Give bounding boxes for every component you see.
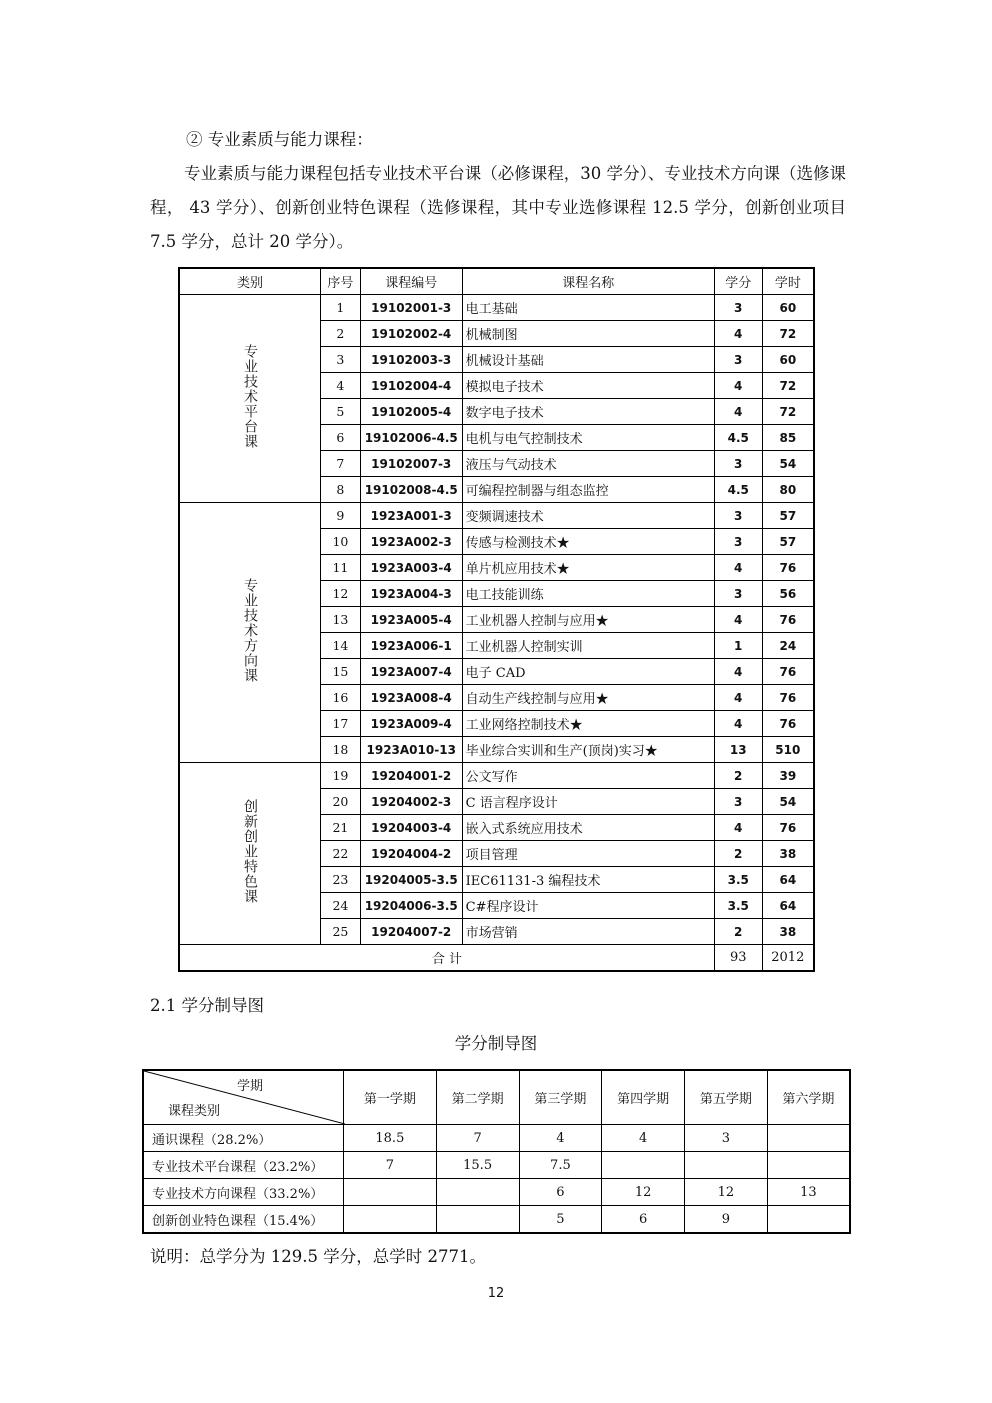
- course-credit: 4: [714, 815, 762, 841]
- course-seq: 17: [321, 711, 361, 737]
- section-2-1-heading: 2.1 学分制导图: [150, 996, 264, 1015]
- category-label: 专业技术方向课: [242, 578, 258, 683]
- category-cell: [179, 763, 321, 945]
- credit-cell: 13: [767, 1179, 850, 1206]
- course-code: 1923A009-4: [360, 711, 462, 737]
- course-hours: 85: [762, 425, 814, 451]
- course-hours: 64: [762, 867, 814, 893]
- category-cell: [179, 503, 321, 763]
- course-credit: 3: [714, 347, 762, 373]
- course-credit: 3: [714, 789, 762, 815]
- course-code: 1923A007-4: [360, 659, 462, 685]
- course-seq: 9: [321, 503, 361, 529]
- intro-paragraph: 专业素质与能力课程包括专业技术平台课（必修课程，30 学分）、专业技术方向课（选修课程， 43 学分）、创新创业特色课程（选修课程，其中专业选修课程 12.5 学分，创新创业项目 7.5 学分，总计 20 学分）。: [150, 164, 846, 251]
- course-name: 电子 CAD: [462, 659, 714, 685]
- course-code: 19204003-4: [360, 815, 462, 841]
- category-label: 专业技术平台课: [242, 344, 258, 449]
- course-name: 项目管理: [462, 841, 714, 867]
- course-hours: 72: [762, 399, 814, 425]
- course-name: C#程序设计: [462, 893, 714, 919]
- credit-cell: 6: [519, 1179, 602, 1206]
- course-code: 1923A004-3: [360, 581, 462, 607]
- course-code: 19204006-3.5: [360, 893, 462, 919]
- course-credit: 2: [714, 841, 762, 867]
- credit-cell: [436, 1206, 519, 1234]
- course-table: [178, 267, 815, 972]
- course-hours: 76: [762, 555, 814, 581]
- page-number: 12: [487, 1286, 505, 1301]
- total-label: 合 计: [179, 945, 714, 972]
- course-code: 19204004-2: [360, 841, 462, 867]
- course-code: 1923A003-4: [360, 555, 462, 581]
- credit-cell: 15.5: [436, 1152, 519, 1179]
- course-credit: 2: [714, 919, 762, 945]
- course-hours: 510: [762, 737, 814, 763]
- course-hours: 76: [762, 607, 814, 633]
- course-code: 19102008-4.5: [360, 477, 462, 503]
- course-code: 1923A002-3: [360, 529, 462, 555]
- course-hours: 76: [762, 711, 814, 737]
- course-code: 1923A010-13: [360, 737, 462, 763]
- course-hours: 60: [762, 295, 814, 321]
- credit-cell: 5: [519, 1206, 602, 1234]
- credit-cell: [767, 1125, 850, 1152]
- credit-cell: 9: [685, 1206, 768, 1234]
- header-name: 课程名称: [462, 268, 714, 295]
- credit-cell: 7: [436, 1125, 519, 1152]
- category-cell: [179, 295, 321, 503]
- course-hours: 64: [762, 893, 814, 919]
- semester-header-2: 第二学期: [436, 1070, 519, 1125]
- credit-cell: 7: [344, 1152, 437, 1179]
- header-code: 课程编号: [360, 268, 462, 295]
- course-credit: 3.5: [714, 867, 762, 893]
- header-credit: 学分: [714, 268, 762, 295]
- course-row: [179, 503, 814, 529]
- credit-row: [143, 1152, 850, 1179]
- total-credit: 93: [714, 945, 762, 972]
- course-code: 19102004-4: [360, 373, 462, 399]
- course-hours: 72: [762, 321, 814, 347]
- semester-header-5: 第五学期: [685, 1070, 768, 1125]
- corner-cell: [143, 1070, 344, 1125]
- course-seq: 12: [321, 581, 361, 607]
- course-credit: 1: [714, 633, 762, 659]
- course-credit: 4: [714, 555, 762, 581]
- semester-header-6: 第六学期: [767, 1070, 850, 1125]
- course-credit: 3: [714, 529, 762, 555]
- course-name: 电工技能训练: [462, 581, 714, 607]
- course-hours: 76: [762, 659, 814, 685]
- course-seq: 20: [321, 789, 361, 815]
- credit-row: [143, 1179, 850, 1206]
- category-label: 创新创业特色课: [242, 799, 258, 904]
- course-row: [179, 295, 814, 321]
- course-credit: 4: [714, 373, 762, 399]
- course-name: 单片机应用技术★: [462, 555, 714, 581]
- course-seq: 22: [321, 841, 361, 867]
- credit-cell: 12: [602, 1179, 685, 1206]
- course-name: 毕业综合实训和生产(顶岗)实习★: [462, 737, 714, 763]
- course-hours: 57: [762, 529, 814, 555]
- course-credit: 4: [714, 607, 762, 633]
- semester-header-3: 第三学期: [519, 1070, 602, 1125]
- course-code: 19204007-2: [360, 919, 462, 945]
- course-hours: 56: [762, 581, 814, 607]
- course-seq: 10: [321, 529, 361, 555]
- section-heading: ② 专业素质与能力课程：: [186, 130, 373, 149]
- credit-cell: [767, 1152, 850, 1179]
- course-seq: 19: [321, 763, 361, 789]
- course-name: 机械制图: [462, 321, 714, 347]
- course-seq: 15: [321, 659, 361, 685]
- course-name: IEC61131-3 编程技术: [462, 867, 714, 893]
- course-name: 工业机器人控制实训: [462, 633, 714, 659]
- credit-cell: [602, 1152, 685, 1179]
- course-code: 19102005-4: [360, 399, 462, 425]
- course-name: 工业机器人控制与应用★: [462, 607, 714, 633]
- credit-cell: 4: [519, 1125, 602, 1152]
- credit-table-header: [143, 1070, 850, 1125]
- course-name: C 语言程序设计: [462, 789, 714, 815]
- credit-row-label: 专业技术平台课程（23.2%）: [143, 1152, 344, 1179]
- header-seq: 序号: [321, 268, 361, 295]
- semester-header-1: 第一学期: [344, 1070, 437, 1125]
- course-credit: 3: [714, 581, 762, 607]
- course-hours: 39: [762, 763, 814, 789]
- course-credit: 4: [714, 659, 762, 685]
- course-seq: 18: [321, 737, 361, 763]
- credit-cell: 7.5: [519, 1152, 602, 1179]
- course-seq: 13: [321, 607, 361, 633]
- course-name: 可编程控制器与组态监控: [462, 477, 714, 503]
- course-seq: 24: [321, 893, 361, 919]
- course-seq: 25: [321, 919, 361, 945]
- course-hours: 60: [762, 347, 814, 373]
- course-name: 模拟电子技术: [462, 373, 714, 399]
- course-hours: 54: [762, 451, 814, 477]
- course-hours: 24: [762, 633, 814, 659]
- course-table-total-row: [179, 945, 814, 972]
- course-credit: 4: [714, 321, 762, 347]
- course-credit: 3: [714, 503, 762, 529]
- course-code: 19102002-4: [360, 321, 462, 347]
- course-name: 市场营销: [462, 919, 714, 945]
- course-seq: 1: [321, 295, 361, 321]
- course-name: 电工基础: [462, 295, 714, 321]
- course-table-header: [179, 268, 814, 295]
- course-seq: 4: [321, 373, 361, 399]
- course-seq: 6: [321, 425, 361, 451]
- course-hours: 57: [762, 503, 814, 529]
- course-credit: 2: [714, 763, 762, 789]
- course-name: 数字电子技术: [462, 399, 714, 425]
- course-credit: 3.5: [714, 893, 762, 919]
- course-code: 19204001-2: [360, 763, 462, 789]
- credit-row-label: 创新创业特色课程（15.4%）: [143, 1206, 344, 1234]
- course-code: 19102003-3: [360, 347, 462, 373]
- course-seq: 23: [321, 867, 361, 893]
- course-seq: 14: [321, 633, 361, 659]
- header-hours: 学时: [762, 268, 814, 295]
- course-code: 19204002-3: [360, 789, 462, 815]
- course-name: 公文写作: [462, 763, 714, 789]
- credit-cell: 3: [685, 1125, 768, 1152]
- course-hours: 54: [762, 789, 814, 815]
- course-code: 19204005-3.5: [360, 867, 462, 893]
- course-seq: 8: [321, 477, 361, 503]
- course-name: 液压与气动技术: [462, 451, 714, 477]
- course-code: 1923A006-1: [360, 633, 462, 659]
- credit-row-label: 通识课程（28.2%）: [143, 1125, 344, 1152]
- course-credit: 4: [714, 711, 762, 737]
- course-hours: 38: [762, 919, 814, 945]
- course-hours: 38: [762, 841, 814, 867]
- course-credit: 4: [714, 685, 762, 711]
- course-code: 1923A008-4: [360, 685, 462, 711]
- credit-cell: [685, 1152, 768, 1179]
- semester-header-4: 第四学期: [602, 1070, 685, 1125]
- course-credit: 4: [714, 399, 762, 425]
- credit-row-label: 专业技术方向课程（33.2%）: [143, 1179, 344, 1206]
- course-table-body: [179, 295, 814, 945]
- course-name: 自动生产线控制与应用★: [462, 685, 714, 711]
- course-credit: 4.5: [714, 477, 762, 503]
- course-name: 电机与电气控制技术: [462, 425, 714, 451]
- course-seq: 5: [321, 399, 361, 425]
- course-seq: 7: [321, 451, 361, 477]
- credit-cell: [767, 1206, 850, 1234]
- header-category: 类别: [179, 268, 321, 295]
- credit-cell: [344, 1179, 437, 1206]
- course-hours: 72: [762, 373, 814, 399]
- course-hours: 76: [762, 815, 814, 841]
- credit-cell: [436, 1179, 519, 1206]
- course-seq: 21: [321, 815, 361, 841]
- course-seq: 2: [321, 321, 361, 347]
- credit-cell: 18.5: [344, 1125, 437, 1152]
- corner-category-label: 课程类别: [168, 1104, 221, 1119]
- corner-semester-label: 学期: [236, 1079, 263, 1094]
- course-name: 变频调速技术: [462, 503, 714, 529]
- course-hours: 76: [762, 685, 814, 711]
- course-credit: 3: [714, 451, 762, 477]
- credit-cell: [344, 1206, 437, 1234]
- course-code: 19102007-3: [360, 451, 462, 477]
- course-name: 传感与检测技术★: [462, 529, 714, 555]
- course-code: 1923A001-3: [360, 503, 462, 529]
- credit-cell: 4: [602, 1125, 685, 1152]
- course-name: 机械设计基础: [462, 347, 714, 373]
- course-seq: 3: [321, 347, 361, 373]
- credit-cell: 12: [685, 1179, 768, 1206]
- credit-table-title: 学分制导图: [454, 1034, 538, 1053]
- course-credit: 13: [714, 737, 762, 763]
- credit-row: [143, 1206, 850, 1234]
- total-hours: 2012: [762, 945, 814, 972]
- credit-cell: 6: [602, 1206, 685, 1234]
- course-hours: 80: [762, 477, 814, 503]
- credit-table: [142, 1069, 851, 1234]
- course-seq: 11: [321, 555, 361, 581]
- course-credit: 3: [714, 295, 762, 321]
- course-code: 19102001-3: [360, 295, 462, 321]
- course-name: 工业网络控制技术★: [462, 711, 714, 737]
- course-name: 嵌入式系统应用技术: [462, 815, 714, 841]
- summary-note: 说明：总学分为 129.5 学分，总学时 2771。: [150, 1247, 486, 1266]
- course-row: [179, 763, 814, 789]
- credit-row: [143, 1125, 850, 1152]
- course-code: 1923A005-4: [360, 607, 462, 633]
- course-code: 19102006-4.5: [360, 425, 462, 451]
- course-credit: 4.5: [714, 425, 762, 451]
- course-seq: 16: [321, 685, 361, 711]
